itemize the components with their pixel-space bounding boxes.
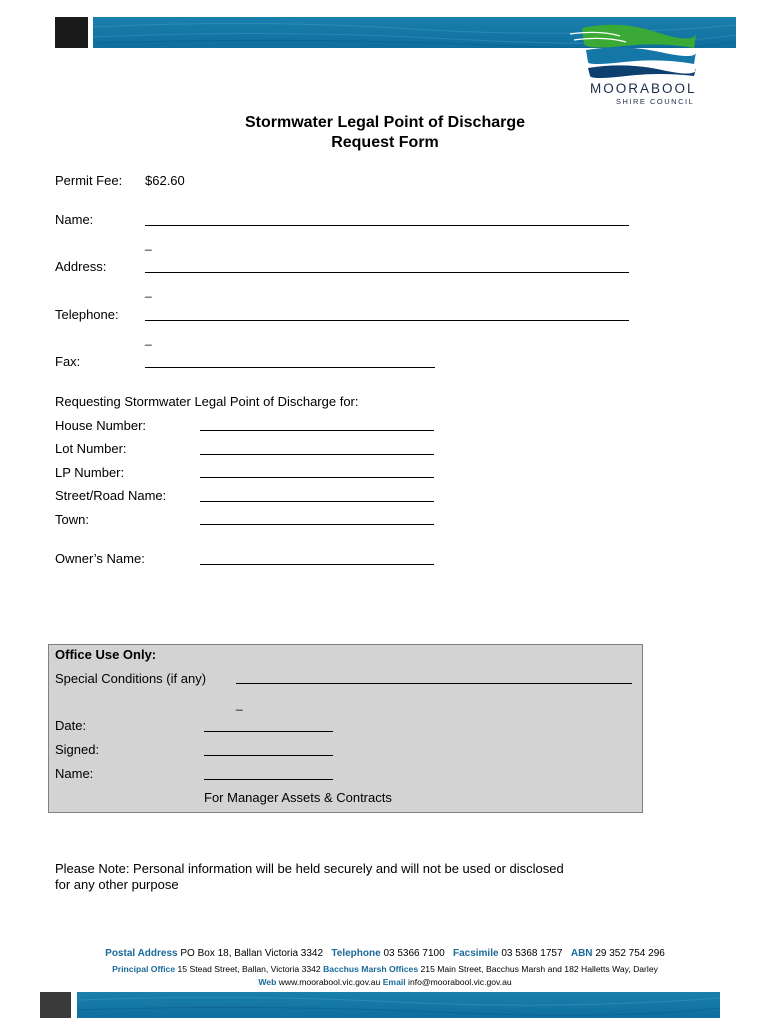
special-conditions-field[interactable] bbox=[236, 683, 632, 684]
abn-label: ABN bbox=[570, 948, 593, 959]
office-use-box bbox=[48, 644, 643, 813]
name-field-dash: _ bbox=[145, 237, 152, 251]
email-label: Email bbox=[382, 977, 406, 987]
form-title-line1: Stormwater Legal Point of Discharge bbox=[244, 114, 526, 131]
web-value[interactable]: www.moorabool.vic.gov.au bbox=[278, 977, 381, 987]
privacy-note-line2: for any other purpose bbox=[55, 877, 179, 892]
facsimile-label: Facsimile bbox=[452, 948, 499, 959]
postal-address-value: PO Box 18, Ballan Victoria 3342 bbox=[180, 948, 324, 959]
lot-number-field[interactable] bbox=[200, 454, 434, 455]
permit-fee-value: $62.60 bbox=[145, 173, 185, 188]
logo-flag-icon bbox=[560, 22, 710, 82]
form-title-line2: Request Form bbox=[331, 134, 439, 151]
address-field[interactable] bbox=[145, 272, 629, 273]
bacchus-marsh-value: 215 Main Street, Bacchus Marsh and 182 Halletts Way, Darley bbox=[420, 964, 658, 974]
office-name-field[interactable] bbox=[204, 779, 333, 780]
lp-number-label: LP Number: bbox=[55, 465, 125, 480]
office-signed-field[interactable] bbox=[204, 755, 333, 756]
special-conditions-label: Special Conditions (if any) bbox=[55, 671, 207, 686]
facsimile-value: 03 5368 1757 bbox=[501, 948, 563, 959]
permit-fee-label: Permit Fee: bbox=[55, 173, 123, 188]
web-label: Web bbox=[258, 977, 277, 987]
footer-line3 bbox=[0, 975, 770, 989]
footer-line1 bbox=[0, 947, 770, 961]
email-value[interactable]: info@moorabool.vic.gov.au bbox=[408, 977, 512, 987]
telephone-field-dash: _ bbox=[145, 332, 152, 346]
house-number-label: House Number: bbox=[55, 418, 147, 433]
telephone-field[interactable] bbox=[145, 320, 629, 321]
street-road-name-label: Street/Road Name: bbox=[55, 488, 167, 503]
footer-line2 bbox=[0, 962, 770, 976]
town-label: Town: bbox=[55, 512, 89, 527]
office-use-heading: Office Use Only: bbox=[55, 647, 157, 662]
abn-value: 29 352 754 296 bbox=[595, 948, 665, 959]
logo-name: MOORABOOL bbox=[590, 81, 697, 96]
house-number-field[interactable] bbox=[200, 430, 434, 431]
office-date-label: Date: bbox=[55, 718, 87, 733]
lot-number-label: Lot Number: bbox=[55, 441, 127, 456]
office-date-field[interactable] bbox=[204, 731, 333, 732]
name-label: Name: bbox=[55, 212, 94, 227]
footer-band bbox=[77, 992, 720, 1018]
telephone-footer-label: Telephone bbox=[331, 948, 381, 959]
requesting-heading: Requesting Stormwater Legal Point of Discharge for: bbox=[55, 394, 359, 409]
office-signed-label: Signed: bbox=[55, 742, 100, 757]
telephone-footer-value: 03 5366 7100 bbox=[383, 948, 445, 959]
address-label: Address: bbox=[55, 259, 107, 274]
special-conditions-dash: _ bbox=[236, 697, 243, 711]
town-field[interactable] bbox=[200, 524, 434, 525]
council-logo bbox=[560, 22, 710, 110]
address-field-dash: _ bbox=[145, 284, 152, 298]
principal-office-label: Principal Office bbox=[112, 964, 176, 974]
privacy-note-line1: Please Note: Personal information will be held securely and will not be used or disclosed bbox=[55, 861, 564, 876]
bacchus-marsh-label: Bacchus Marsh Offices bbox=[323, 964, 419, 974]
fax-field[interactable] bbox=[145, 367, 435, 368]
footer-corner-square bbox=[40, 992, 71, 1018]
header-corner-square bbox=[55, 17, 88, 48]
manager-assets-text: For Manager Assets & Contracts bbox=[204, 790, 392, 805]
owners-name-label: Owner’s Name: bbox=[55, 551, 145, 566]
street-road-name-field[interactable] bbox=[200, 501, 434, 502]
office-name-label: Name: bbox=[55, 766, 94, 781]
telephone-label: Telephone: bbox=[55, 307, 119, 322]
fax-label: Fax: bbox=[55, 354, 81, 369]
principal-office-value: 15 Stead Street, Ballan, Victoria 3342 bbox=[177, 964, 321, 974]
name-field[interactable] bbox=[145, 225, 629, 226]
lp-number-field[interactable] bbox=[200, 477, 434, 478]
logo-subtitle: SHIRE COUNCIL bbox=[616, 97, 695, 106]
owners-name-field[interactable] bbox=[200, 564, 434, 565]
postal-address-label: Postal Address bbox=[105, 948, 178, 959]
